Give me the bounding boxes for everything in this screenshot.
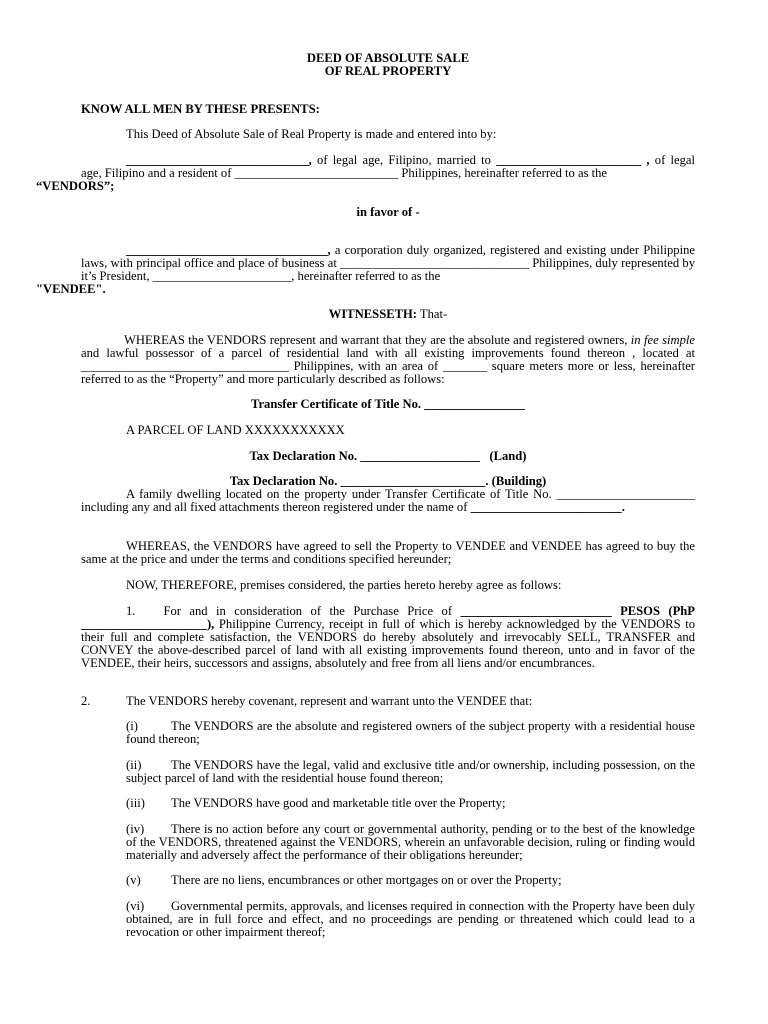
subclause-text: The VENDORS have good and marketable title over the Property; (171, 796, 506, 810)
subclause-item (81, 797, 695, 810)
vendee-label: "VENDEE". (36, 282, 106, 296)
subclause-item (81, 823, 695, 862)
subclause-number: (vi) (126, 899, 145, 913)
title-line-2: OF REAL PROPERTY (324, 64, 452, 78)
tct-line: Transfer Certificate of Title No. ________________ (251, 397, 525, 411)
whereas-1-paragraph (81, 334, 695, 386)
vendee-text: a corporation duly organized, registered and existing under Philippine laws, with principal office and place of business at ______________________________ Philippines, duly represented by it’s President, ______________________, hereinafter referred to as the (81, 243, 695, 283)
vendee-name-blank: ________________________________, (126, 243, 331, 257)
purchase-price-blank: ________________________ PESOS (PhP ____________________), (81, 604, 695, 631)
subclause-item (81, 720, 695, 746)
subclause-text: Governmental permits, approvals, and licenses required in connection with the Property have been duly obtained, are in full force and effect, and no proceedings are pending or threatened which could lead to a revocation or other impairment thereof; (126, 899, 695, 939)
subclause-text: There are no liens, encumbrances or other mortgages on or over the Property; (171, 873, 562, 887)
title-line-1: DEED OF ABSOLUTE SALE (306, 51, 470, 65)
subclause-text: The VENDORS have the legal, valid and exclusive title and/or ownership, including possession, on the subject parcel of land with the residential house found thereon; (126, 758, 695, 785)
vendor-name-blank: _____________________________, (126, 153, 312, 167)
whereas-2-paragraph: WHEREAS, the VENDORS have agreed to sell the Property to VENDEE and VENDEE has agreed to buy the same at the price and under the terms and conditions specified hereunder; (81, 539, 695, 566)
spouse-name-blank: _______________________ , (496, 153, 650, 167)
dwelling-paragraph (81, 488, 695, 514)
tax-declaration-land: Tax Declaration No. ___________________ (Land) (249, 449, 527, 463)
subclause-number: (v) (126, 873, 141, 887)
clause-1-number: 1. (126, 604, 136, 618)
clause-2-number: 2. (81, 694, 91, 708)
vendors-text-1: of legal age, Filipino, married to (311, 153, 497, 167)
subclause-item (81, 759, 695, 785)
clause-1-text-1: For and in consideration of the Purchase Price of (163, 604, 461, 618)
witnesseth-rest: That- (416, 307, 448, 321)
document-title (81, 52, 695, 78)
tax-declaration-building: Tax Declaration No. _______________________. (Building) (229, 474, 547, 488)
dwelling-text: A family dwelling located on the property under Transfer Certificate of Title No. ______________________ including any and all fixed attachments thereon registered under the name of (81, 487, 695, 514)
vendee-paragraph (36, 243, 695, 296)
vendors-label: “VENDORS”; (36, 179, 115, 193)
witnesseth-heading (81, 308, 695, 321)
whereas-1-italic: in fee simple (630, 333, 695, 347)
now-therefore-paragraph: NOW, THEREFORE, premises considered, the parties hereto hereby agree as follows: (126, 578, 562, 592)
whereas-1-text-2: and lawful possessor of a parcel of residential land with all existing improvements found thereon , located at _________________________________ Philippines, with an area of _______ square meters more or less, hereinafter referred to as the “Property” and more particularly described as follows: (81, 346, 695, 386)
dwelling-owner-blank: ________________________. (470, 500, 625, 514)
subclause-item (81, 874, 695, 887)
subclause-number: (iv) (126, 822, 145, 836)
subclause-item (81, 900, 695, 939)
subclause-text: There is no action before any court or governmental authority, pending or to the best of the knowledge of the VENDORS, threatened against the VENDORS, wherein an unfavorable decision, ruling or finding would materially and adversely affect the performance of their obligations hereunder; (126, 822, 695, 862)
vendors-text-2: of legal age, Filipino and a resident of __________________________ Philippines, hereinafter referred to as the (81, 153, 696, 180)
know-all-heading: KNOW ALL MEN BY THESE PRESENTS: (81, 102, 320, 116)
subclause-text: The VENDORS are the absolute and registered owners of the subject property with a residential house found thereon; (126, 719, 695, 746)
whereas-1-text-1: WHEREAS the VENDORS represent and warrant that they are the absolute and registered owners, (124, 333, 631, 347)
witnesseth-bold: WITNESSETH: (328, 307, 417, 321)
parcel-line: A PARCEL OF LAND XXXXXXXXXXX (126, 423, 345, 437)
in-favor-of: in favor of - (356, 205, 420, 219)
clause-2-text: The VENDORS hereby covenant, represent and warrant unto the VENDEE that: (126, 694, 533, 708)
intro-paragraph: This Deed of Absolute Sale of Real Property is made and entered into by: (126, 127, 497, 141)
subclause-number: (i) (126, 719, 138, 733)
subclause-number: (iii) (126, 796, 145, 810)
clause-1-text-2: Philippine Currency, receipt in full of which is hereby acknowledged by the VENDORS to their full and complete satisfaction, the VENDORS do hereby absolutely and irrevocably SELL, TRANSFER and CONVEY the above-described parcel of land with all existing improvements found thereon, unto and in favor of the VENDEE, their heirs, successors and assigns, absolutely and free from all liens and/or encumbrances. (81, 617, 695, 670)
subclause-number: (ii) (126, 758, 142, 772)
vendors-paragraph (36, 153, 696, 193)
clause-1-paragraph (81, 605, 695, 670)
